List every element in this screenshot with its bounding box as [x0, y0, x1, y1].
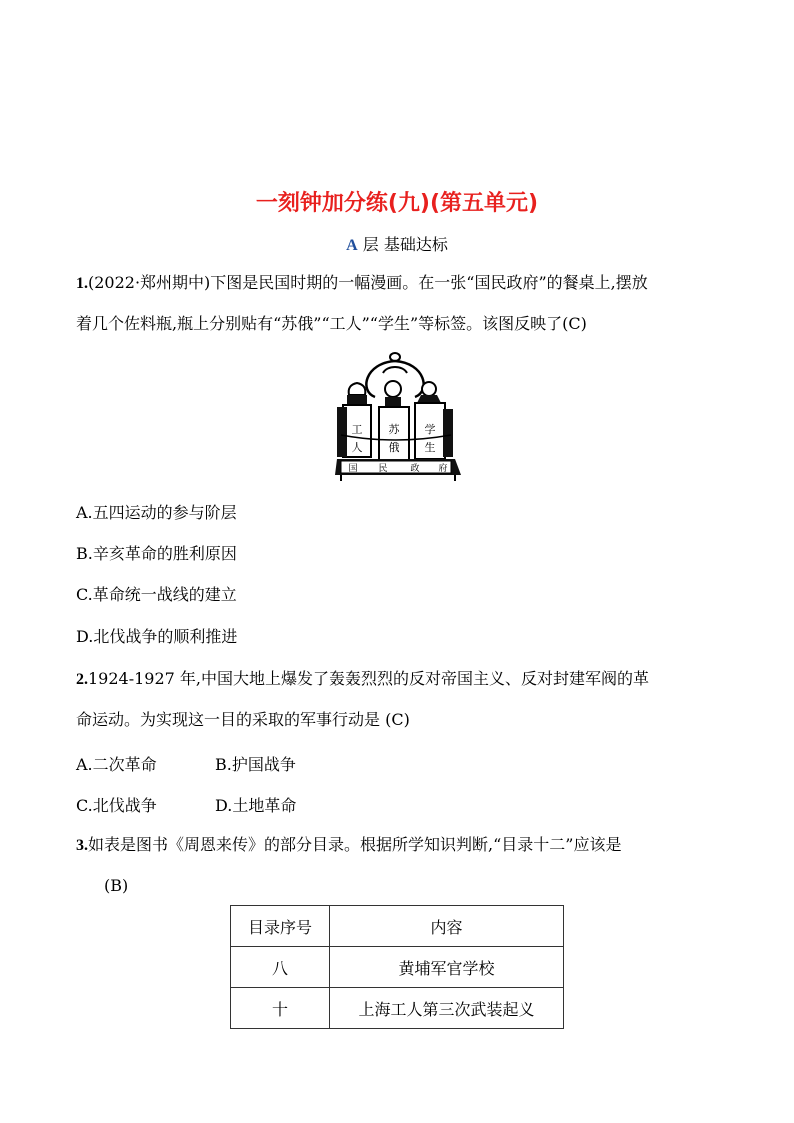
q2-option-d: D.土地革命: [215, 796, 297, 815]
page-title: 一刻钟加分练(九)(第五单元): [255, 191, 539, 216]
table-row: [231, 988, 564, 1029]
q1-option-a: A.五四运动的参与阶层: [76, 503, 237, 522]
q3-text-1: 如表是图书《周恩来传》的部分目录。根据所学知识判断,“目录十二”应该是: [88, 835, 622, 854]
section-heading: [0, 232, 794, 255]
cartoon-label-xue: 学: [424, 423, 436, 436]
q1-option-c: C.革命统一战线的建立: [76, 585, 237, 604]
cartoon-label-gong: 工: [351, 423, 363, 436]
table-row: [231, 947, 564, 988]
q1-text-1: (2022·郑州期中)下图是民国时期的一幅漫画。在一张“国民政府”的餐桌上,摆放: [88, 273, 648, 292]
q2-text-1: 1924-1927 年,中国大地上爆发了轰轰烈烈的反对帝国主义、反对封建军阀的革: [88, 669, 650, 688]
section-level: A: [346, 237, 358, 254]
q2-option-b: B.护国战争: [215, 755, 296, 774]
table-header: 目录序号: [231, 906, 330, 947]
table-header: 内容: [330, 906, 564, 947]
q2-line2: 命运动。为实现这一目的采取的军事行动是 (C): [76, 710, 410, 729]
q2-option-a: A.二次革命: [76, 755, 157, 774]
cartoon-label-sheng: 生: [424, 441, 436, 454]
cartoon-base-zheng: 政: [410, 464, 420, 474]
table-cell: 十: [231, 988, 330, 1029]
toc-table: [230, 905, 564, 1029]
cartoon-label-su: 苏: [388, 423, 400, 436]
cartoon-base-fu: 府: [438, 464, 448, 474]
cartoon-label-e: 俄: [388, 441, 400, 454]
q1-line2: 着几个佐料瓶,瓶上分别贴有“苏俄”“工人”“学生”等标签。该图反映了(C): [76, 314, 587, 333]
cartoon-base-min: 民: [378, 464, 388, 474]
q2-number: 2.: [76, 671, 88, 688]
q1-option-d: D.北伐战争的顺利推进: [76, 627, 238, 646]
section-name: 层 基础达标: [362, 235, 448, 254]
q2-line1: [76, 669, 649, 690]
q1-number: 1.: [76, 275, 88, 292]
q1-option-b: B.辛亥革命的胜利原因: [76, 544, 237, 563]
cartoon-image: [335, 351, 462, 483]
q3-line1: [76, 835, 621, 856]
q1-line1: [76, 273, 648, 294]
table-cell: 上海工人第三次武装起义: [330, 988, 564, 1029]
q3-number: 3.: [76, 837, 88, 854]
cartoon-label-ren: 人: [351, 441, 363, 454]
table-header-row: [231, 906, 564, 947]
table-cell: 黄埔军官学校: [330, 947, 564, 988]
table-cell: 八: [231, 947, 330, 988]
q2-option-c: C.北伐战争: [76, 796, 157, 815]
q3-line2: (B): [104, 876, 129, 895]
cartoon-base-guo: 国: [348, 464, 358, 474]
